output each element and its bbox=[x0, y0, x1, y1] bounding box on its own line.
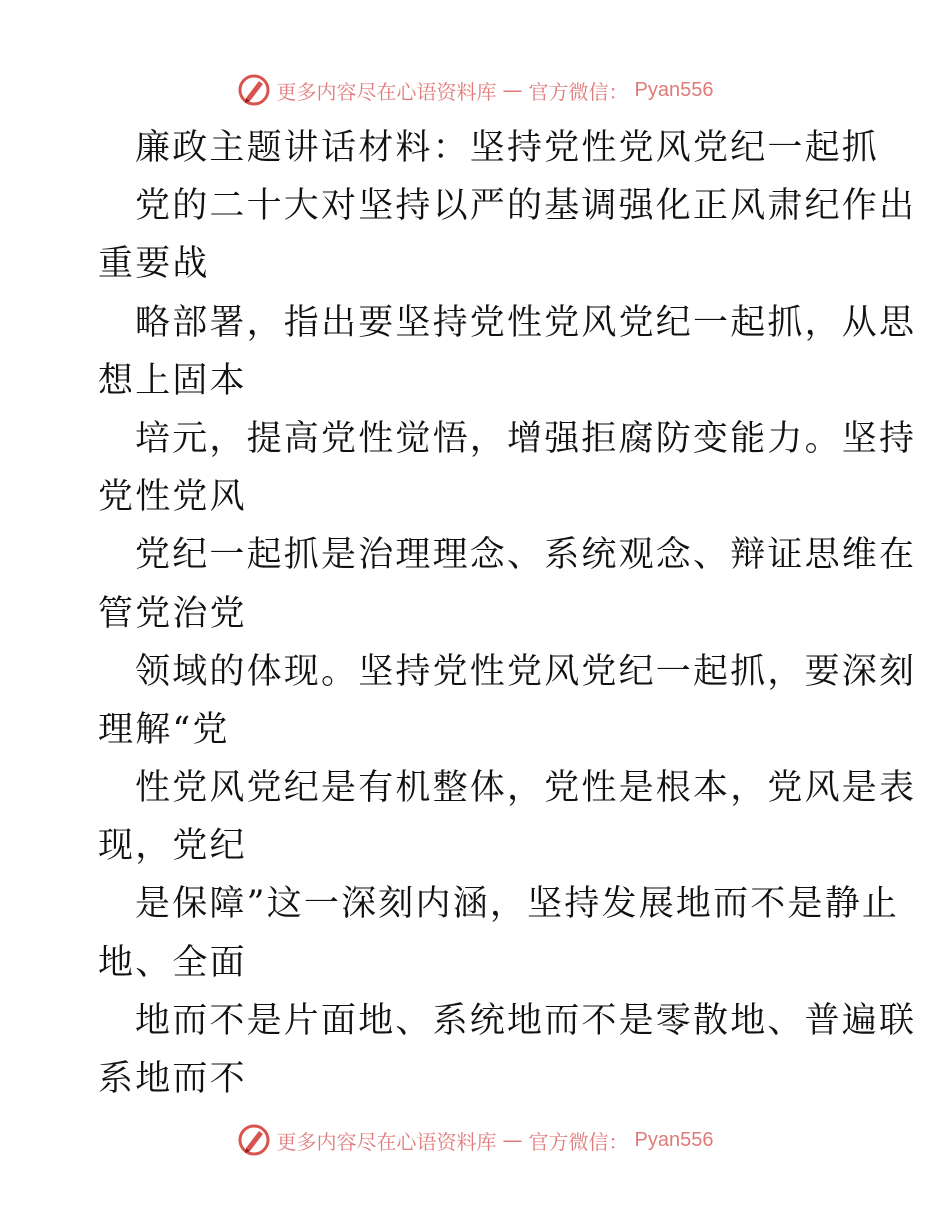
footer-banner-main-text: 更多内容尽在心语资料库 bbox=[276, 1129, 497, 1154]
paragraph-line: 想上固本 bbox=[98, 360, 247, 401]
paragraph-line: 略部署，指出要坚持党性党风党纪一起抓，从思 bbox=[135, 302, 917, 343]
paragraph-line: 地、全面 bbox=[98, 942, 247, 983]
paragraph-line: 现，党纪 bbox=[98, 826, 247, 867]
footer-banner-wechat-label: 官方微信： bbox=[528, 1129, 629, 1154]
paragraph-line: 系地而不 bbox=[98, 1059, 247, 1099]
pen-logo-icon bbox=[237, 73, 271, 107]
header-banner-separator: — bbox=[502, 78, 523, 102]
header-banner bbox=[0, 70, 950, 110]
paragraph-line: 党纪一起抓是治理理念、系统观念、辩证思维在 bbox=[135, 535, 917, 576]
paragraph-line: 党的二十大对坚持以严的基调强化正风肃纪作出 bbox=[135, 186, 917, 227]
paragraph-line: 管党治党 bbox=[98, 593, 247, 634]
paragraph-line: 领域的体现。坚持党性党风党纪一起抓，要深刻 bbox=[135, 651, 917, 692]
paragraph-line: 性党风党纪是有机整体，党性是根本，党风是表 bbox=[135, 768, 917, 809]
paragraph-line: 培元，提高党性觉悟，增强拒腐防变能力。坚持 bbox=[135, 418, 917, 459]
header-banner-wechat-label: 官方微信： bbox=[528, 79, 629, 104]
footer-banner-separator: — bbox=[502, 1128, 523, 1152]
paragraph-line: 理解“党 bbox=[98, 709, 230, 750]
header-banner-main-text: 更多内容尽在心语资料库 bbox=[276, 79, 497, 104]
paragraph-line: 地而不是片面地、系统地而不是零散地、普遍联 bbox=[135, 1000, 917, 1041]
footer-banner-wechat-id: Pyan556 bbox=[634, 1128, 714, 1151]
paragraph-line: 是保障”这一深刻内涵，坚持发展地而不是静止 bbox=[135, 884, 900, 925]
pen-logo-icon bbox=[237, 1123, 271, 1157]
paragraph-line: 党性党风 bbox=[98, 477, 247, 518]
document-body bbox=[98, 119, 917, 1108]
paragraph-line: 廉政主题讲话材料：坚持党性党风党纪一起抓 bbox=[135, 128, 880, 168]
header-banner-wechat-id: Pyan556 bbox=[634, 78, 714, 101]
footer-banner bbox=[0, 1120, 950, 1160]
paragraph-line: 重要战 bbox=[98, 244, 210, 285]
